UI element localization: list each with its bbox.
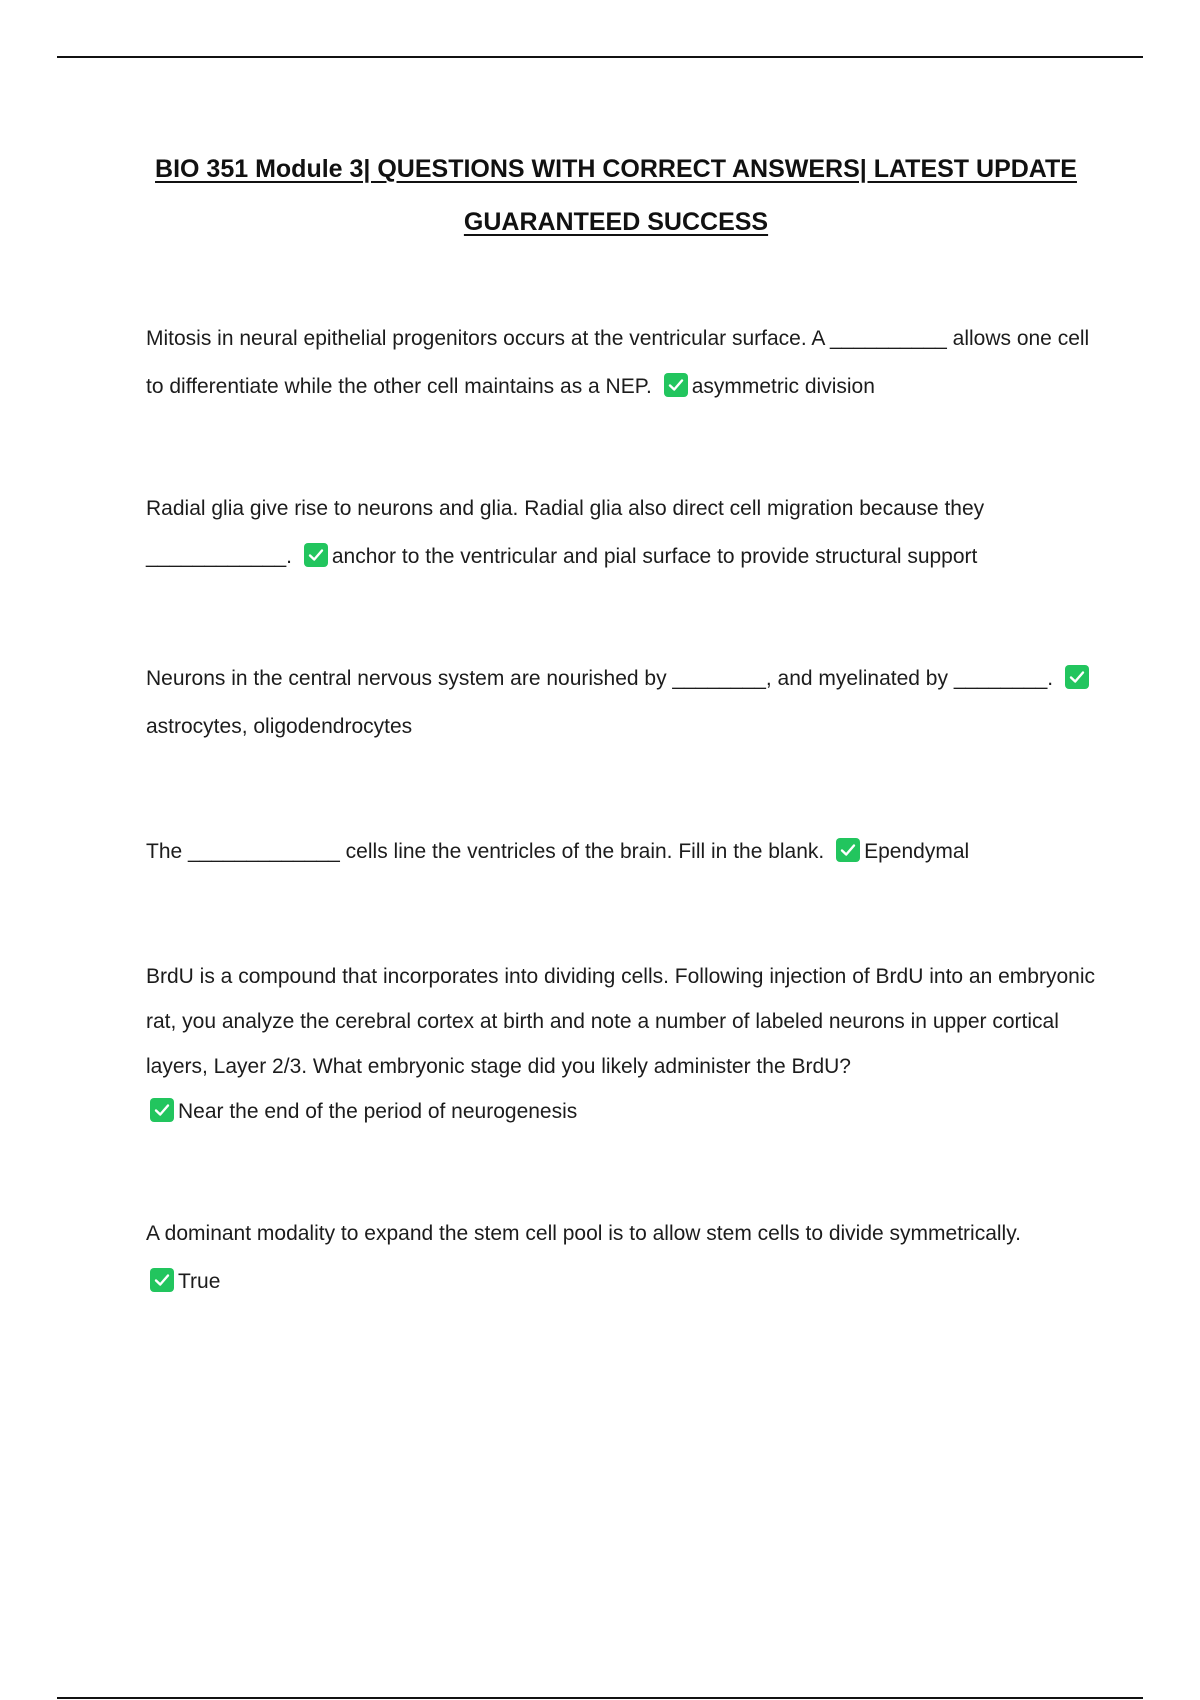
question-text: A dominant modality to expand the stem cell pool is to allow stem cells to divide symmetrically. — [146, 1222, 1021, 1245]
check-mark-icon — [150, 1268, 174, 1292]
answer-text: Near the end of the period of neurogenesis — [178, 1100, 578, 1123]
answer-text: asymmetric division — [691, 375, 875, 398]
check-mark-icon — [304, 543, 328, 567]
check-mark-icon — [836, 838, 860, 862]
question-text: BrdU is a compound that incorporates into dividing cells. Following injection of BrdU into an embryonic rat, you analyze the cerebral cortex at birth and note a number of labeled neurons in upper cortical layers, Layer 2/3. What embryonic stage did you likely administer the BrdU? — [146, 965, 1095, 1078]
question-text: Mitosis in neural epithelial progenitors occurs at the ventricular surface. A __________ allows one cell to differentiate while the other cell maintains as a NEP. — [146, 327, 1090, 398]
footer-rule — [57, 1697, 1143, 1699]
question-text: The _____________ cells line the ventricles of the brain. Fill in the blank. — [146, 840, 825, 863]
answer-text: True — [178, 1270, 221, 1293]
check-mark-icon — [150, 1098, 174, 1122]
qa-item-1 — [146, 315, 1106, 411]
answer-text: anchor to the ventricular and pial surface to provide structural support — [331, 545, 978, 568]
qa-item-2 — [146, 485, 1106, 581]
check-mark-icon — [1065, 665, 1089, 689]
qa-item-6 — [146, 1210, 1106, 1306]
qa-item-5 — [146, 954, 1106, 1134]
title-line-2: GUARANTEED SUCCESS — [463, 208, 769, 236]
header-rule — [57, 56, 1143, 58]
check-mark-icon — [664, 373, 688, 397]
question-text: Radial glia give rise to neurons and glia. Radial glia also direct cell migration because they ____________. — [146, 497, 985, 568]
answer-text: astrocytes, oligodendrocytes — [146, 715, 413, 738]
qa-item-4 — [146, 828, 1106, 876]
question-text: Neurons in the central nervous system are nourished by ________, and myelinated by ________. — [146, 667, 1054, 690]
qa-item-3 — [146, 655, 1106, 751]
answer-text: Ependymal — [864, 840, 970, 863]
document-title — [146, 143, 1086, 249]
title-line-1: BIO 351 Module 3| QUESTIONS WITH CORRECT ANSWERS| LATEST UPDATE — [155, 155, 1077, 183]
